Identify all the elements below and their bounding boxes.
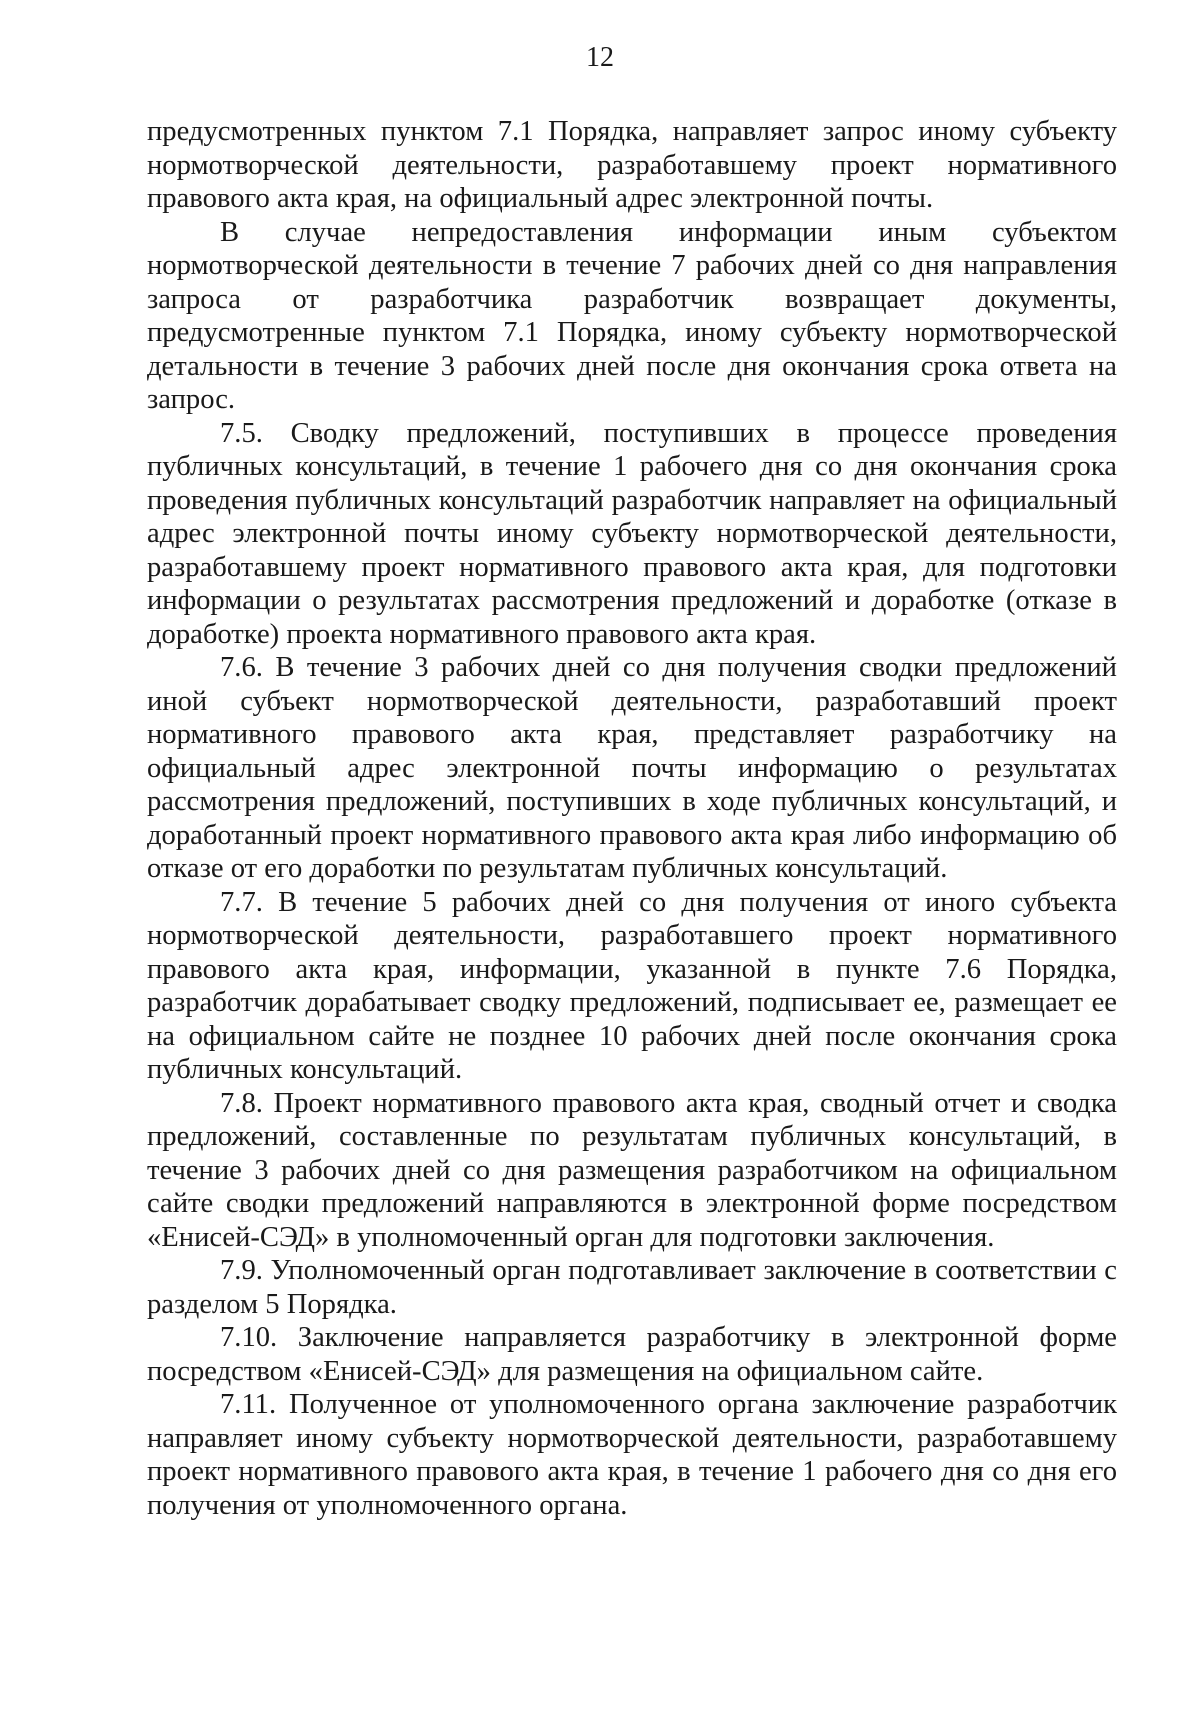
document-body: [147, 115, 1117, 1522]
paragraph-7-11: 7.11. Полученное от уполномоченного органа заключение разработчик направляет иному субъекту нормотворческой деятельности, разработавшему проект нормативного правового акта края, в течение 1 рабочего дня со дня его получения от уполномоченного органа.: [147, 1389, 1117, 1521]
paragraph-7-5: 7.5. Сводку предложений, поступивших в процессе проведения публичных консультаций, в течение 1 рабочего дня со дня окончания срока проведения публичных консультаций разработчик направляет на официальный адрес электронной почты иному субъекту нормотворческой деятельности, разработавшему проект нормативного правового акта края, для подготовки информации о результатах рассмотрения предложений и доработке (отказе в доработке) проекта нормативного правового акта края.: [147, 417, 1117, 650]
paragraph: В случае непредоставления информации иным субъектом нормотворческой деятельности в течение 7 рабочих дней со дня направления запроса от разработчика разработчик возвращает документы, предусмотренные пунктом 7.1 Порядка, иному субъекту нормотворческой детальности в течение 3 рабочих дней после дня окончания срока ответа на запрос.: [147, 216, 1117, 415]
page-number: 12: [586, 42, 614, 73]
paragraph-7-9: 7.9. Уполномоченный орган подготавливает заключение в соответствии с разделом 5 Порядка.: [147, 1255, 1117, 1320]
paragraph-7-8: 7.8. Проект нормативного правового акта края, сводный отчет и сводка предложений, составленные по результатам публичных консультаций, в течение 3 рабочих дней со дня размещения разработчиком на официальном сайте сводки предложений направляются в электронной форме посредством «Енисей-СЭД» в уполномоченный орган для подготовки заключения.: [147, 1087, 1117, 1253]
paragraph-7-6: 7.6. В течение 3 рабочих дней со дня получения сводки предложений иной субъект нормотворческой деятельности, разработавший проект нормативного правового акта края, представляет разработчику на официальный адрес электронной почты информацию о результатах рассмотрения предложений, поступивших в ходе публичных консультаций, и доработанный проект нормативного правового акта края либо информацию об отказе от его доработки по результатам публичных консультаций.: [147, 652, 1117, 884]
paragraph-7-7: 7.7. В течение 5 рабочих дней со дня получения от иного субъекта нормотворческой деятельности, разработавшего проект нормативного правового акта края, информации, указанной в пункте 7.6 Порядка, разработчик дорабатывает сводку предложений, подписывает ее, размещает ее на официальном сайте не позднее 10 рабочих дней после окончания срока публичных консультаций.: [147, 886, 1117, 1085]
paragraph-continuation: предусмотренных пунктом 7.1 Порядка, направляет запрос иному субъекту нормотворческой деятельности, разработавшему проект нормативного правового акта края, на официальный адрес электронной почты.: [147, 116, 1117, 214]
paragraph-7-10: 7.10. Заключение направляется разработчику в электронной форме посредством «Енисей-СЭД» для размещения на официальном сайте.: [147, 1322, 1117, 1387]
